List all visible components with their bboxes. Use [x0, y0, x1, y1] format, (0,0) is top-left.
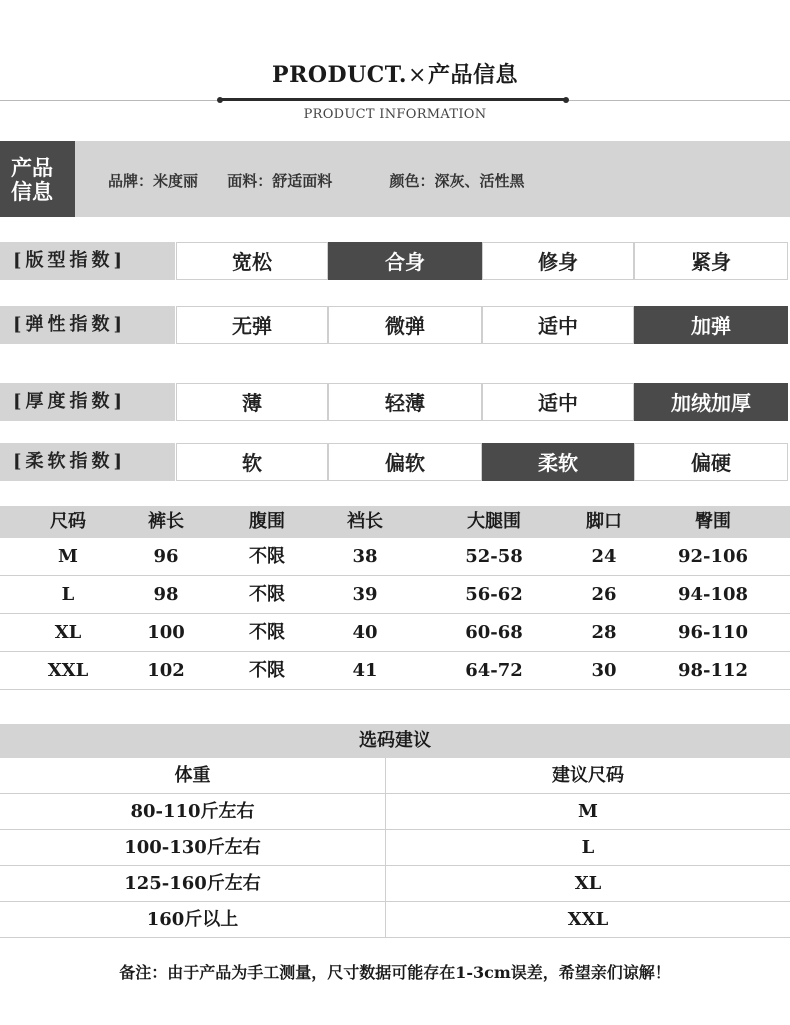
size-table-cell: 102	[147, 660, 185, 681]
fabric-text: 面料：舒适面料	[227, 172, 333, 190]
divider-right	[566, 100, 790, 101]
index-option: 薄	[176, 383, 328, 421]
size-table-cell: 39	[352, 584, 378, 605]
size-table-cell: 96-110	[677, 622, 749, 643]
divider-dot-icon	[217, 97, 223, 103]
size-table-cell: 94-108	[677, 584, 749, 605]
recommendation-cell: XL	[574, 873, 602, 894]
size-table-header-cell: 大腿围	[467, 511, 521, 532]
size-table-header-cell: 臀围	[695, 511, 731, 532]
index-option: 轻薄	[328, 383, 482, 421]
recommendation-cell: 125-160斤左右	[124, 873, 261, 894]
index-option: 软	[176, 443, 328, 481]
size-table-cell: 52-58	[465, 546, 523, 567]
index-option: 适中	[482, 306, 634, 344]
size-table-cell: 64-72	[465, 660, 523, 681]
index-option: 紧身	[634, 242, 788, 280]
badge-line-2: 信息	[11, 179, 53, 204]
index-option-selected: 柔软	[482, 443, 634, 481]
index-label: [弹性指数]	[0, 306, 175, 344]
size-table-header-cell: 裤长	[148, 511, 184, 532]
index-option-selected: 合身	[328, 242, 482, 280]
divider-dot-icon	[563, 97, 569, 103]
brand-text: 品牌：米度丽	[108, 172, 199, 190]
size-table-cell: XL	[54, 622, 82, 643]
title-en: PRODUCT.	[272, 62, 407, 88]
recommendation-title: 选码建议	[0, 724, 790, 758]
size-table-cell: 60-68	[465, 622, 523, 643]
index-option-selected: 加弹	[634, 306, 788, 344]
recommendation-cell: XXL	[567, 909, 609, 930]
size-table-cell: M	[58, 546, 78, 567]
size-table-cell: 不限	[249, 584, 285, 605]
size-table-cell: 不限	[249, 546, 285, 567]
footnote: 备注：由于产品为手工测量，尺寸数据可能存在1-3cm误差，希望亲们谅解！	[119, 963, 671, 982]
close-cross-icon: ×	[408, 63, 427, 88]
index-option: 适中	[482, 383, 634, 421]
index-option: 宽松	[176, 242, 328, 280]
size-table-cell: 56-62	[465, 584, 523, 605]
info-details	[108, 170, 525, 191]
size-table-cell: 30	[591, 660, 617, 681]
divider-left	[0, 100, 220, 101]
info-badge	[0, 141, 75, 217]
page-subtitle: PRODUCT INFORMATION	[303, 107, 487, 122]
size-table-cell: 40	[352, 622, 378, 643]
color-text: 颜色：深灰、活性黑	[389, 172, 525, 190]
page-title	[0, 58, 790, 89]
recommendation-cell: M	[578, 801, 598, 822]
recommendation-header-cell: 体重	[174, 765, 211, 786]
recommendation-cell: L	[581, 837, 595, 858]
size-table-cell: 98	[153, 584, 179, 605]
divider-center-bar	[220, 98, 566, 101]
size-table-cell: 41	[352, 660, 378, 681]
size-table-cell: 100	[147, 622, 185, 643]
size-table-cell: XXL	[47, 660, 89, 681]
index-label: [厚度指数]	[0, 383, 175, 421]
index-option: 无弹	[176, 306, 328, 344]
size-table-cell: L	[61, 584, 75, 605]
size-table-cell: 98-112	[677, 660, 749, 681]
recommendation-header-cell: 建议尺码	[552, 765, 624, 786]
size-table-row-divider	[0, 689, 790, 690]
size-table-cell: 28	[591, 622, 617, 643]
index-option: 修身	[482, 242, 634, 280]
recommendation-row-divider	[0, 937, 790, 938]
recommendation-cell: 160斤以上	[146, 909, 239, 930]
size-table-header-cell: 裆长	[347, 511, 383, 532]
index-option-selected: 加绒加厚	[634, 383, 788, 421]
size-table-header-cell: 腹围	[249, 511, 285, 532]
recommendation-cell: 80-110斤左右	[130, 801, 255, 822]
size-table-cell: 38	[352, 546, 378, 567]
badge-line-1: 产品	[11, 155, 53, 180]
recommendation-cell: 100-130斤左右	[124, 837, 261, 858]
index-option: 偏软	[328, 443, 482, 481]
size-table-header-cell: 脚口	[586, 511, 622, 532]
size-table-cell: 不限	[249, 622, 285, 643]
title-cn: 产品信息	[427, 62, 518, 88]
size-table-cell: 26	[591, 584, 617, 605]
index-option: 微弹	[328, 306, 482, 344]
size-table-header-cell: 尺码	[50, 511, 86, 532]
index-option: 偏硬	[634, 443, 788, 481]
index-label: [柔软指数]	[0, 443, 175, 481]
size-table-cell: 92-106	[677, 546, 749, 567]
index-label: [版型指数]	[0, 242, 175, 280]
size-table-cell: 96	[153, 546, 179, 567]
size-table-cell: 不限	[249, 660, 285, 681]
size-table-cell: 24	[591, 546, 617, 567]
